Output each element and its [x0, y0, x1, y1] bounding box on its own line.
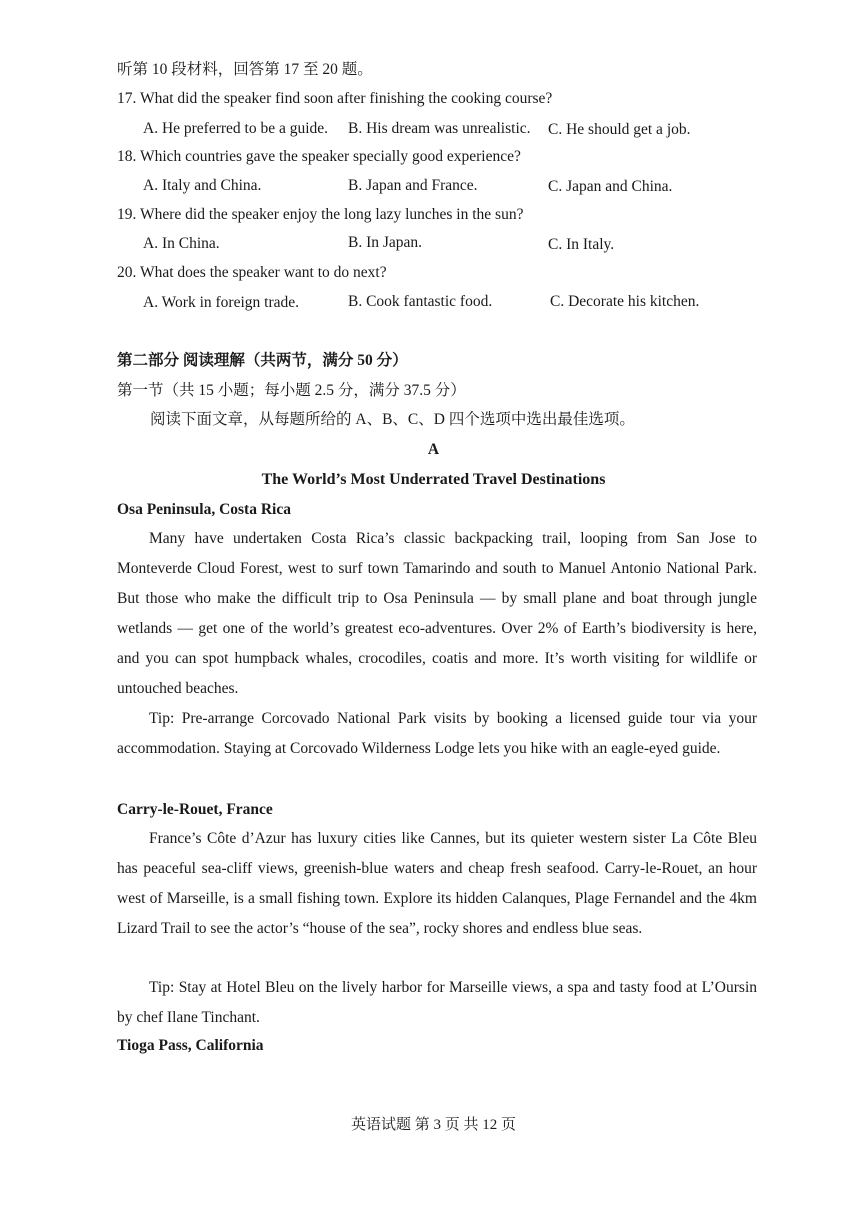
question-20-option-a: A. Work in foreign trade. — [143, 294, 300, 311]
page-footer: 英语试题 第 3 页 共 12 页 — [350, 1117, 516, 1133]
reading-section-title: 第一节（共 15 小题；每小题 2.5 分，满分 37.5 分） — [117, 382, 466, 399]
question-19-option-a: A. In China. — [143, 235, 220, 252]
passage-title: The World’s Most Underrated Travel Destinations — [261, 471, 606, 488]
reading-part-title: 第二部分 阅读理解（共两节，满分 50 分） — [117, 352, 408, 369]
question-17-option-b: B. His dream was unrealistic. — [348, 120, 531, 137]
section-heading-osa: Osa Peninsula, Costa Rica — [117, 501, 291, 518]
question-17-option-c: C. He should get a job. — [548, 121, 691, 138]
question-20-option-c: C. Decorate his kitchen. — [550, 293, 700, 310]
question-18-option-a: A. Italy and China. — [143, 177, 262, 194]
reading-directions: 阅读下面文章，从每题所给的 A、B、C、D 四个选项中选出最佳选项。 — [150, 411, 635, 428]
question-17-stem: 17. What did the speaker find soon after finishing the cooking course? — [117, 90, 553, 107]
section-body-carry: France’s Côte d’Azur has luxury cities like Cannes, but its quieter western sister La Côte Bleu has peaceful sea-cliff views, greenish-blue waters and cheap fresh seafood. Carry-le-Rouet, an hour west of Marseille, is a small fishing town. Explore its hidden Calanques, Plage Fernandel and the 4km Lizard Trail to see the actor’s “house of the sea”, rocky shores and endless blue seas. — [117, 830, 757, 937]
question-18-option-c: C. Japan and China. — [548, 178, 673, 195]
question-18-option-b: B. Japan and France. — [348, 177, 478, 194]
section-body-osa: Many have undertaken Costa Rica’s classic backpacking trail, looping from San Jose to Monteverde Cloud Forest, west to surf town Tamarindo and south to Manuel Antonio National Park. But those who make the difficult trip to Osa Peninsula — by small plane and boat through jungle wetlands — get one of the world’s greatest eco-adventures. Over 2% of Earth’s biodiversity is here, and you can spot humpback whales, crocodiles, coatis and more. It’s worth visiting for wildlife or untouched beaches. — [117, 530, 757, 697]
section-heading-tioga: Tioga Pass, California — [117, 1037, 264, 1054]
question-19-stem: 19. Where did the speaker enjoy the long lazy lunches in the sun? — [117, 206, 524, 223]
listening-instruction: 听第 10 段材料，回答第 17 至 20 题。 — [117, 61, 373, 78]
question-18-stem: 18. Which countries gave the speaker specially good experience? — [117, 148, 521, 165]
question-20-stem: 20. What does the speaker want to do next? — [117, 264, 387, 281]
passage-letter: A — [427, 441, 440, 458]
question-19-option-c: C. In Italy. — [548, 236, 615, 253]
section-heading-carry: Carry-le-Rouet, France — [117, 801, 273, 818]
section-tip-osa: Tip: Pre-arrange Corcovado National Park visits by booking a licensed guide tour via your accommodation. Staying at Corcovado Wilderness Lodge lets you hike with an eagle-eyed guide. — [117, 710, 757, 757]
question-19-option-b: B. In Japan. — [348, 234, 423, 251]
question-17-option-a: A. He preferred to be a guide. — [143, 120, 329, 137]
question-20-option-b: B. Cook fantastic food. — [348, 293, 493, 310]
section-tip-carry: Tip: Stay at Hotel Bleu on the lively harbor for Marseille views, a spa and tasty food at L’Oursin by chef Ilane Tinchant. — [117, 979, 757, 1026]
